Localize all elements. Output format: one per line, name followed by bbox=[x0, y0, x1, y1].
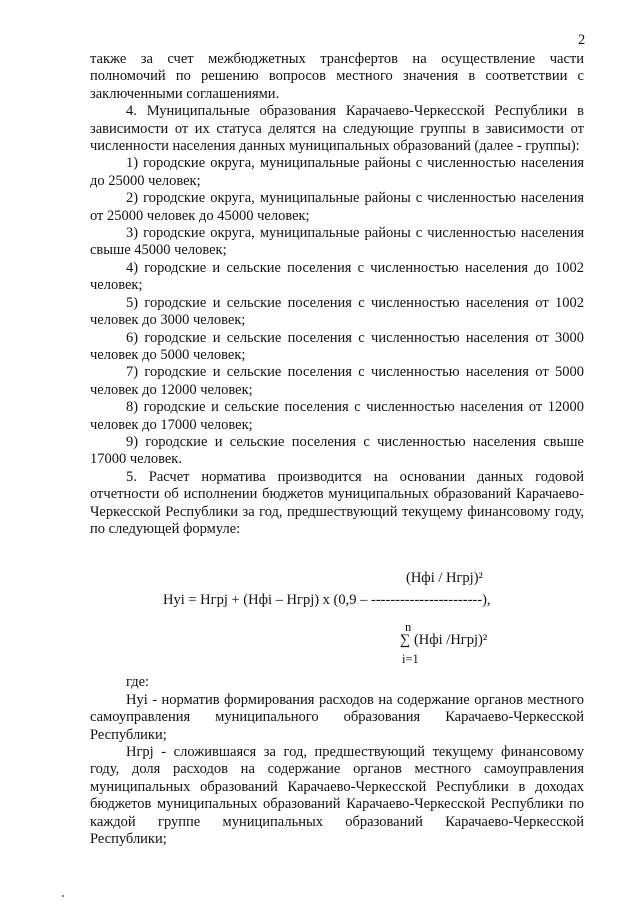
formula-sum-upper: n bbox=[405, 620, 412, 635]
body-paragraph: 8) городские и сельские поселения с численностью населения от 12000 человек до 17000 человек; bbox=[90, 399, 584, 433]
paragraphs-top bbox=[90, 51, 584, 538]
body-paragraph: 6) городские и сельские поселения с численностью населения от 3000 человек до 5000 человек; bbox=[90, 329, 584, 363]
body-paragraph: 5. Расчет норматива производится на основании данных годовой отчетности об исполнении бюджетов муниципальных образований Карачаево-Черкесской Республики за год, предшествующий текущему финансовому году, по следующей формуле: bbox=[90, 468, 584, 537]
formula-main: Нуi = Нгрj + (Нфi – Нгрj) x (0,9 – -----------------------), bbox=[163, 592, 491, 609]
body-paragraph: 5) городские и сельские поселения с численностью населения от 1002 человек до 3000 человек; bbox=[90, 294, 584, 329]
scan-dot bbox=[62, 895, 64, 897]
body-paragraph: 4) городские и сельские поселения с численностью населения до 1002 человек; bbox=[90, 259, 584, 294]
document-body bbox=[90, 51, 584, 848]
definition-paragraph: где: bbox=[126, 674, 150, 691]
body-paragraph: 2) городские округа, муниципальные районы с численностью населения от 25000 человек до 45000 человек; bbox=[90, 190, 584, 224]
body-paragraph: 3) городские округа, муниципальные районы с численностью населения свыше 45000 человек; bbox=[90, 225, 584, 259]
definition-paragraph: Нгрj - сложившаяся за год, предшествующий текущему финансовому году, доля расходов на содержание органов местного самоуправления муниципальных образований Карачаево-Черкесской Республики в доходах бюджетов муниципальных образований Карачаево-Черкесской Республики по каждой группе муниципальных образований Карачаево-Черкесской Республики; bbox=[90, 744, 584, 848]
body-paragraph: 7) городские и сельские поселения с численностью населения от 5000 человек до 12000 человек; bbox=[90, 364, 584, 398]
body-paragraph: также за счет межбюджетных трансфертов на осуществление части полномочий по решению вопросов местного значения в соответствии с заключенными соглашениями. bbox=[90, 51, 584, 102]
formula-sum-lower: i=1 bbox=[402, 652, 419, 667]
formula bbox=[90, 558, 584, 667]
body-paragraph: 1) городские округа, муниципальные районы с численностью населения до 25000 человек; bbox=[90, 155, 584, 189]
body-paragraph: 9) городские и сельские поселения с численностью населения свыше 17000 человек. bbox=[90, 433, 584, 468]
body-paragraph: 4. Муниципальные образования Карачаево-Черкесской Республики в зависимости от их статуса делятся на следующие группы в зависимости от численности населения данных муниципальных образований (далее - группы): bbox=[90, 103, 584, 155]
page-number: 2 bbox=[578, 32, 586, 48]
formula-denominator: ∑ (Нфi /Нгрj)² bbox=[400, 632, 488, 649]
definition-paragraph: Нуi - норматив формирования расходов на содержание органов местного самоуправления муниципального образования Карачаево-Черкесской Республики; bbox=[90, 691, 584, 743]
formula-numerator: (Нфi / Нгрj)² bbox=[406, 570, 483, 587]
paragraphs-bottom bbox=[90, 674, 584, 848]
